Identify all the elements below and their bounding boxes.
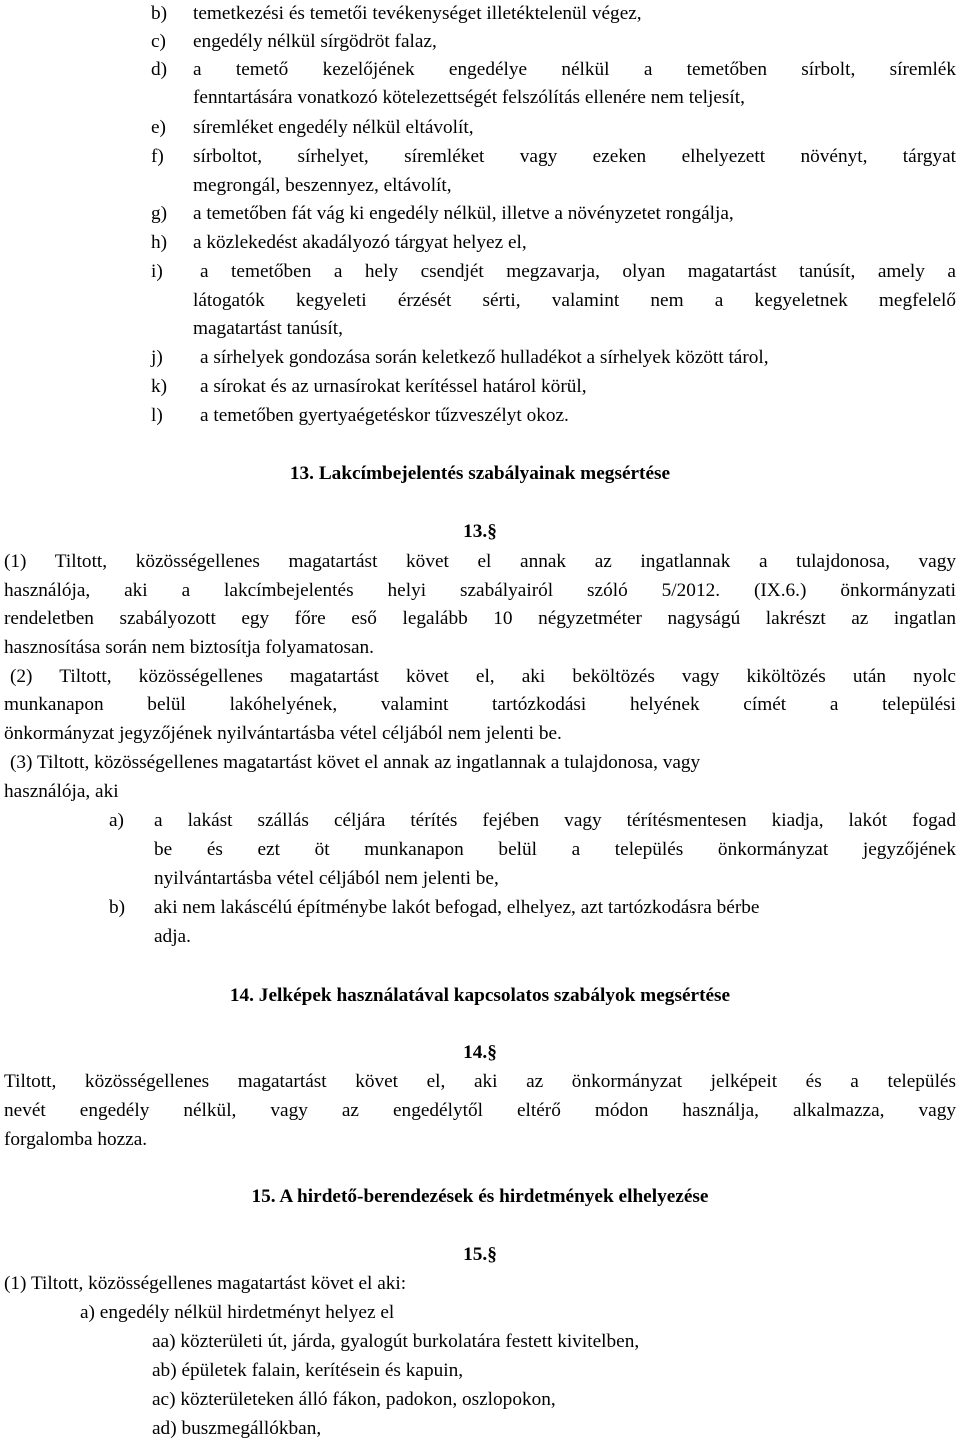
sublist-item: ac) közterületeken álló fákon, padokon, oszlopokon, bbox=[152, 1389, 556, 1410]
paragraph-number: 13.§ bbox=[463, 521, 497, 542]
section-sign: § bbox=[487, 521, 497, 542]
list-text: a sírokat és az urnasírokat kerítéssel határol körül, bbox=[200, 376, 587, 397]
list-text: be és ezt öt munkanapon belül a település önkormányzat jegyzőjének bbox=[154, 839, 956, 860]
list-text: a temetőben a hely csendjét megzavarja, olyan magatartást tanúsít, amely a bbox=[200, 261, 956, 282]
list-label: g) bbox=[151, 203, 168, 224]
paragraph-line: (2) Tiltott, közösségellenes magatartást követ el, aki beköltözés vagy kiköltözés után nyolc bbox=[10, 666, 956, 687]
list-text: fenntartására vonatkozó kötelezettségét felszólítás ellenére nem teljesít, bbox=[193, 87, 745, 108]
sublist-item: ad) buszmegállókban, bbox=[152, 1418, 322, 1439]
paragraph-line: forgalomba hozza. bbox=[4, 1129, 148, 1150]
list-label: i) bbox=[151, 261, 163, 282]
paragraph-line: önkormányzat jegyzőjének nyilvántartásba vétel céljából nem jelenti be. bbox=[4, 723, 562, 744]
paragraph-line: használója, aki a lakcímbejelentés helyi szabályairól szóló 5/2012. (IX.6.) önkormányzati bbox=[4, 580, 956, 601]
paragraph-line: Tiltott, közösségellenes magatartást követ el, aki az önkormányzat jelképeit és a település bbox=[4, 1071, 956, 1092]
list-text: magatartást tanúsít, bbox=[193, 318, 343, 339]
list-text: a lakást szállás céljára térítés fejében vagy térítésmentesen kiadja, lakót fogad bbox=[154, 810, 956, 831]
paragraph-line: hasznosítása során nem biztosítja folyamatosan. bbox=[4, 637, 374, 658]
section-sign: § bbox=[487, 1042, 497, 1063]
list-text: adja. bbox=[154, 926, 191, 947]
paragraph-line: (1) Tiltott, közösségellenes magatartást követ el annak az ingatlannak a tulajdonosa, vagy bbox=[4, 551, 956, 572]
list-label: a) bbox=[109, 810, 124, 831]
list-text: a) engedély nélkül hirdetményt helyez el bbox=[80, 1302, 395, 1323]
list-label: k) bbox=[151, 376, 168, 397]
list-text: engedély nélkül sírgödröt falaz, bbox=[193, 31, 437, 52]
list-label: f) bbox=[151, 146, 164, 167]
list-text: temetkezési és temetői tevékenységet illetéktelenül végez, bbox=[193, 3, 642, 24]
list-label: b) bbox=[109, 897, 126, 918]
list-text: a közlekedést akadályozó tárgyat helyez el, bbox=[193, 232, 527, 253]
paragraph-line: nevét engedély nélkül, vagy az engedélytől eltérő módon használja, alkalmazza, vagy bbox=[4, 1100, 956, 1121]
paragraph-line: (1) Tiltott, közösségellenes magatartást követ el aki: bbox=[4, 1273, 407, 1294]
list-text: a temető kezelőjének engedélye nélkül a temetőben sírbolt, síremlék bbox=[193, 59, 956, 80]
list-label: l) bbox=[151, 405, 163, 426]
paragraph-line: munkanapon belül lakóhelyének, valamint tartózkodási helyének címét a települési bbox=[4, 694, 956, 715]
paragraph-number: 15.§ bbox=[463, 1244, 497, 1265]
list-text: a sírhelyek gondozása során keletkező hulladékot a sírhelyek között tárol, bbox=[200, 347, 769, 368]
list-text: aki nem lakáscélú építménybe lakót befogad, elhelyez, azt tartózkodásra bérbe bbox=[154, 897, 760, 918]
section-sign: § bbox=[487, 1244, 497, 1265]
list-label: h) bbox=[151, 232, 168, 253]
paragraph-number: 14.§ bbox=[463, 1042, 497, 1063]
list-text: sírboltot, sírhelyet, síremléket vagy ezeken elhelyezett növényt, tárgyat bbox=[193, 146, 956, 167]
sublist-item: aa) közterületi út, járda, gyalogút burkolatára festett kivitelben, bbox=[152, 1331, 640, 1352]
list-text: megrongál, beszennyez, eltávolít, bbox=[193, 175, 452, 196]
list-label: d) bbox=[151, 59, 168, 80]
section-heading: 13. Lakcímbejelentés szabályainak megsértése bbox=[289, 463, 671, 484]
list-text: a temetőben gyertyaégetéskor tűzveszélyt okoz. bbox=[200, 405, 569, 426]
list-label: j) bbox=[151, 347, 163, 368]
list-text: a temetőben fát vág ki engedély nélkül, illetve a növényzetet rongálja, bbox=[193, 203, 734, 224]
list-label: e) bbox=[151, 117, 166, 138]
list-text: síremléket engedély nélkül eltávolít, bbox=[193, 117, 474, 138]
list-label: c) bbox=[151, 31, 166, 52]
paragraph-line: (3) Tiltott, közösségellenes magatartást követ el annak az ingatlannak a tulajdonosa, vagy bbox=[10, 752, 701, 773]
list-text: látogatók kegyeleti érzését sérti, valamint nem a kegyeletnek megfelelő bbox=[193, 290, 956, 311]
section-heading: 14. Jelképek használatával kapcsolatos szabályok megsértése bbox=[229, 985, 731, 1006]
sublist-item: ab) épületek falain, kerítésein és kapuin, bbox=[152, 1360, 464, 1381]
list-text: nyilvántartásba vétel céljából nem jelenti be, bbox=[154, 868, 499, 889]
section-heading: 15. A hirdető-berendezések és hirdetmények elhelyezése bbox=[251, 1186, 709, 1207]
paragraph-line: rendeletben szabályozott egy főre eső legalább 10 négyzetméter nagyságú lakrészt az ingatlan bbox=[4, 608, 956, 629]
paragraph-line: használója, aki bbox=[4, 781, 119, 802]
list-label: b) bbox=[151, 3, 168, 24]
